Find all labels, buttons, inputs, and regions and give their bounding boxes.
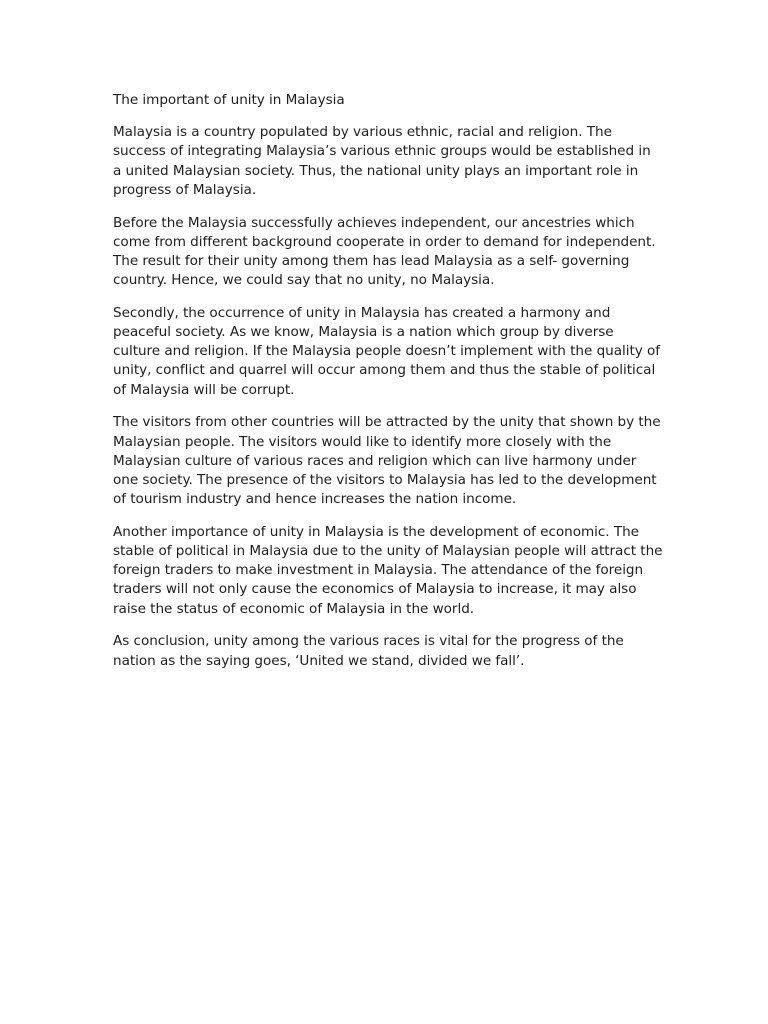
paragraph-harmony: Secondly, the occurrence of unity in Malaysia has created a harmony and peaceful society. As we know, Malaysia is a nation which group by diverse culture and religion. If the Malaysia people doesn’t implement with the quality of unity, conflict and quarrel will occur among them and thus the stable of political of Malaysia will be corrupt. (113, 304, 660, 398)
paragraph-economy: Another importance of unity in Malaysia is the development of economic. The stable of political in Malaysia due to the unity of Malaysian people will attract the foreign traders to make investment in Malaysia. The attendance of the foreign traders will not only cause the economics of Malaysia to increase, it may also raise the status of economic of Malaysia in the world. (113, 523, 663, 617)
paragraph-introduction: Malaysia is a country populated by various ethnic, racial and religion. The success of integrating Malaysia’s various ethnic groups would be established in a united Malaysian society. Thus, the national unity plays an important role in progress of Malaysia. (113, 124, 651, 198)
paragraph-tourism: The visitors from other countries will be attracted by the unity that shown by the Malaysian people. The visitors would like to identify more closely with the Malaysian culture of various races and religion which can live harmony under one society. The presence of the visitors to Malaysia has led to the development of tourism industry and hence increases the nation income. (113, 414, 661, 508)
paragraph-independence: Before the Malaysia successfully achieves independent, our ancestries which come from different background cooperate in order to demand for independent. The result for their unity among them has lead Malaysia as a self- governing country. Hence, we could say that no unity, no Malaysia. (113, 214, 656, 289)
document-title: The important of unity in Malaysia (113, 92, 345, 108)
paragraph-conclusion: As conclusion, unity among the various races is vital for the progress of the nation as the saying goes, ‘United we stand, divided we fall’. (113, 633, 624, 669)
document-body (113, 91, 663, 684)
